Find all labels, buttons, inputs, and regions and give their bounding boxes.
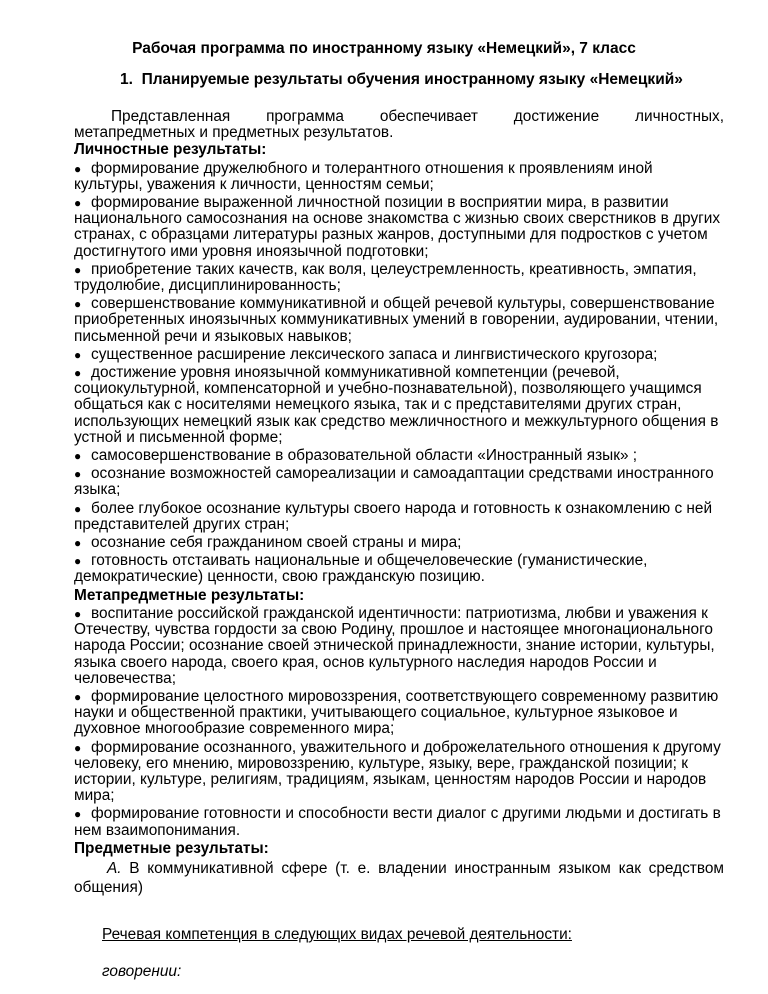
bullet-icon: ●: [74, 689, 82, 704]
list-item: [74, 347, 724, 363]
section-heading: [120, 71, 683, 89]
list-item-text: приобретение таких качеств, как воля, целеустремленность, креативность, эмпатия, трудолюбие, дисциплинированность;: [74, 260, 697, 295]
meta-results-heading: Метапредметные результаты:: [74, 586, 305, 604]
list-item-text: совершенствование коммуникативной и общей речевой культуры, совершенствование приобретенных иноязычных коммуникативных умений в говорении, аудировании, чтении, письменной речи и языковых навыков;: [74, 295, 719, 345]
list-item: [74, 501, 724, 533]
list-item: [74, 296, 724, 345]
section-heading-text: Планируемые результаты обучения иностранному языку «Немецкий»: [141, 71, 683, 88]
subject-a-line-1: [74, 859, 724, 878]
intro-line-2: метапредметных и предметных результатов.: [74, 124, 394, 142]
bullet-icon: ●: [74, 262, 82, 277]
bullet-icon: ●: [74, 740, 82, 755]
list-item: [74, 689, 724, 738]
list-item: [74, 365, 724, 446]
subject-a-text: В коммуникативной сфере (т. е. владении иностранным языком как средством: [129, 859, 724, 877]
list-item: [74, 806, 724, 838]
section-number: 1.: [120, 71, 133, 88]
list-item-text: осознание себя гражданином своей страны и мира;: [91, 534, 462, 552]
list-item-text: воспитание российской гражданской идентичности: патриотизма, любви и уважения к Отечеству, чувства гордости за свою Родину, прошлое и настоящее многонационального народа России; осознание своей этнической принадлежности, знание истории, культуры, языка своего народа, своего края, основ культурного наследия народов России и человечества;: [74, 604, 715, 687]
bullet-icon: ●: [74, 536, 82, 551]
list-item-text: формирование выраженной личностной позиции в восприятии мира, в развитии национального самосознания на основе знакомства с жизнью своих сверстников в других странах, с образцами литературы разных жанров, доступными для подростков с учетом достигнутого ими уровня иноязычной подготовки;: [74, 194, 721, 260]
list-item-text: более глубокое осознание культуры своего народа и готовность к ознакомлению с ней представителей других стран;: [74, 499, 713, 533]
list-item-text: осознание возможностей самореализации и самоадаптации средствами иностранного языка;: [74, 465, 714, 499]
list-item: [74, 195, 724, 260]
bullet-icon: ●: [74, 554, 82, 569]
list-item-text: формирование дружелюбного и толерантного отношения к проявлениям иной культуры, уважения к личности, ценностям семьи;: [74, 159, 653, 193]
intro-paragraph: [74, 109, 724, 141]
bullet-icon: ●: [74, 366, 82, 381]
subject-results-heading: Предметные результаты:: [74, 839, 269, 857]
list-item: [74, 606, 724, 687]
list-item: [74, 535, 724, 551]
personal-results-list: [74, 161, 724, 586]
bullet-icon: ●: [74, 467, 82, 482]
speech-competence-heading: Речевая компетенция в следующих видах речевой деятельности:: [102, 925, 572, 943]
subject-paragraph-a: [74, 859, 724, 897]
list-item: [74, 740, 724, 805]
list-item: [74, 553, 724, 585]
list-item-text: готовность отстаивать национальные и общечеловеческие (гуманистические, демократические) ценности, свою гражданскую позицию.: [74, 552, 648, 586]
bullet-icon: ●: [74, 161, 82, 176]
subject-a-line-2: общения): [74, 878, 143, 896]
bullet-icon: ●: [74, 196, 82, 211]
bullet-icon: ●: [74, 297, 82, 312]
meta-results-list: [74, 606, 724, 839]
list-item-text: формирование целостного мировоззрения, соответствующего современному развитию науки и общественной практики, учитывающего социальное, культурное языковое и духовное многообразие современного мира;: [74, 687, 719, 738]
list-item-text: существенное расширение лексического запаса и лингвистического кругозора;: [91, 345, 658, 363]
document-title: Рабочая программа по иностранному языку «Немецкий», 7 класс: [132, 40, 636, 57]
list-item: [74, 466, 724, 498]
list-item: [74, 448, 724, 464]
speaking-subheading: говорении:: [102, 963, 182, 981]
bullet-icon: ●: [74, 501, 82, 516]
list-item-text: формирование готовности и способности вести диалог с другими людьми и достигать в нем взаимопонимания.: [74, 805, 721, 839]
subject-a-label: А.: [107, 859, 122, 877]
list-item-text: достижение уровня иноязычной коммуникативной компетенции (речевой, социокультурной, компенсаторной и учебно-познавательной), позволяющего учащимся общаться как с носителями немецкого языка, так и с представителями других стран, использующих немецкий язык как средство межличностного и межкультурного общения в устной и письменной форме;: [74, 364, 719, 446]
bullet-icon: ●: [74, 606, 82, 621]
list-item-text: самосовершенствование в образовательной области «Иностранный язык» ;: [91, 447, 638, 465]
document-body: [74, 109, 724, 980]
bullet-icon: ●: [74, 807, 82, 822]
list-item: [74, 161, 724, 193]
bullet-icon: ●: [74, 347, 82, 362]
personal-results-heading: Личностные результаты:: [74, 141, 267, 159]
list-item-text: формирование осознанного, уважительного и доброжелательного отношения к другому человеку, его мнению, мировоззрению, культуре, языку, вере, гражданской позиции; к истории, культуре, религиям, традициям, языкам, ценностям народов России и народов мира;: [74, 738, 721, 805]
bullet-icon: ●: [74, 449, 82, 464]
intro-line-1: Представленная программа обеспечивает достижение личностных,: [111, 108, 724, 125]
list-item: [74, 262, 724, 294]
